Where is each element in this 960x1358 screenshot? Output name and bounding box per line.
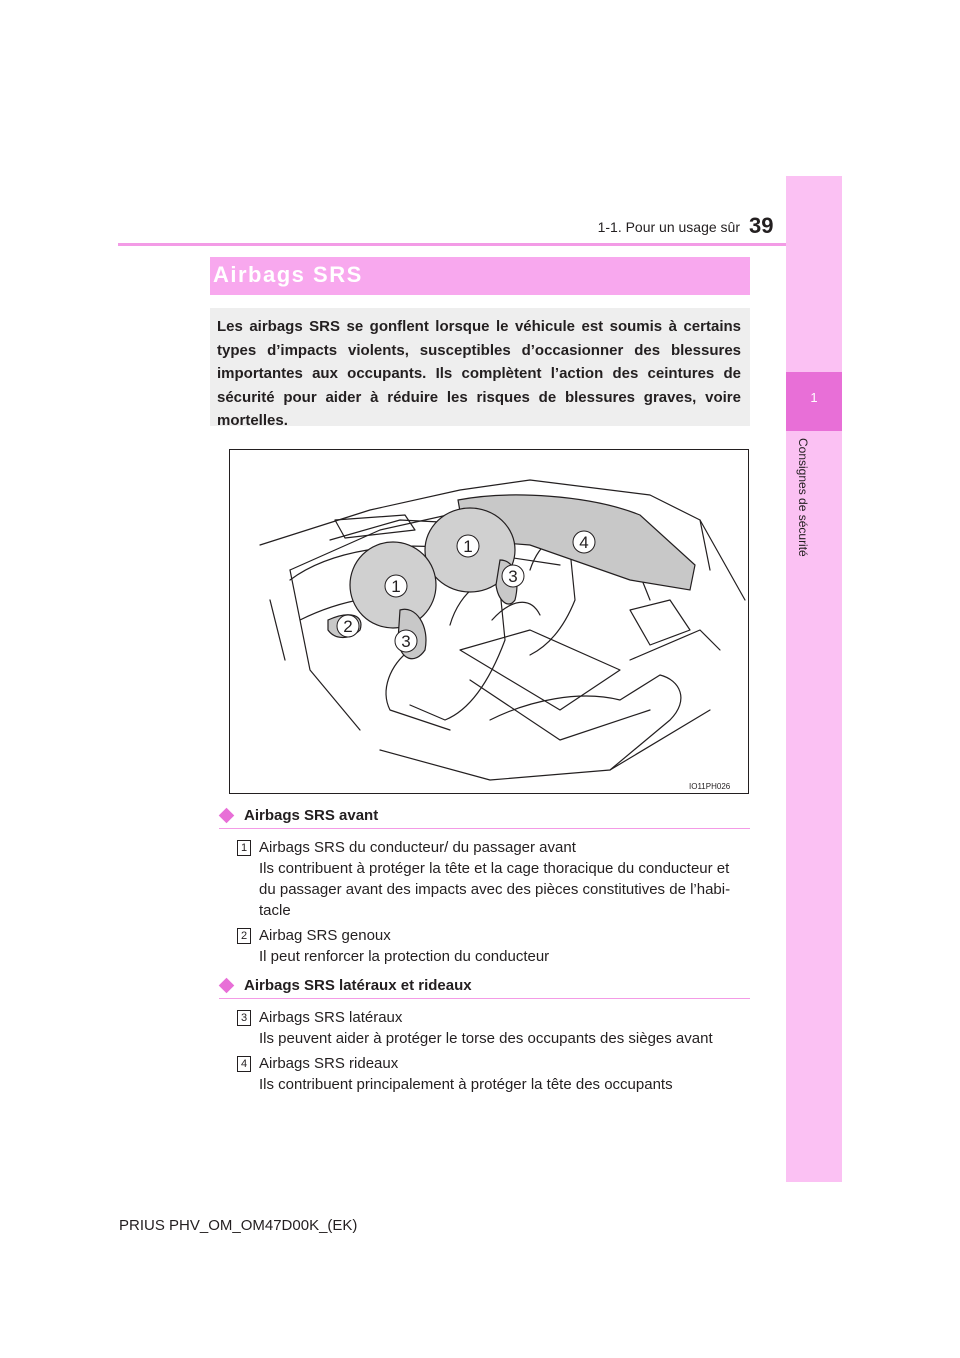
- section-heading-front: [219, 807, 378, 824]
- item-number-badge: 2: [237, 928, 251, 944]
- chapter-label: Consignes de sécurité: [796, 438, 810, 557]
- item-line: Ils contribuent à protéger la tête et la cage thoracique du conducteur et: [259, 860, 730, 877]
- item-number-badge: 1: [237, 840, 251, 856]
- callout-label: 1: [391, 577, 401, 596]
- section-reference: 1-1. Pour un usage sûr: [597, 219, 740, 235]
- page-number: 39: [749, 213, 774, 238]
- item-line: Ils contribuent principalement à protéger la tête des occupants: [259, 1076, 673, 1093]
- item-line: Airbags SRS rideaux: [259, 1055, 399, 1072]
- item-number-badge: 3: [237, 1010, 251, 1026]
- intro-text: Les airbags SRS se gonflent lorsque le véhicule est soumis à certains types d’impacts violents, susceptibles d’occasionner des blessures importantes aux occupants. Ils complètent l’action des ceintures de sécurité pour aider à réduire les risques de blessures graves, voire mortelles.: [217, 318, 741, 429]
- section-heading-side: [219, 977, 472, 994]
- item-line: tacle: [259, 902, 291, 919]
- callout-label: 3: [508, 567, 518, 586]
- page-title: Airbags SRS: [213, 262, 363, 287]
- section-rule: [219, 828, 750, 829]
- callout-label: 2: [343, 617, 353, 636]
- diamond-bullet-icon: [219, 978, 235, 994]
- item-line: Airbags SRS latéraux: [259, 1009, 403, 1026]
- chapter-side-tab: [786, 176, 842, 1182]
- section-heading-text: Airbags SRS latéraux et rideaux: [244, 977, 472, 994]
- diamond-bullet-icon: [219, 808, 235, 824]
- item-text-3: [259, 1007, 747, 1049]
- chapter-number: 1: [810, 390, 818, 405]
- callout-label: 1: [463, 537, 473, 556]
- section-rule: [219, 998, 750, 999]
- callout-label: 4: [579, 533, 589, 552]
- document-footer: PRIUS PHV_OM_OM47D00K_(EK): [119, 1217, 358, 1234]
- car-interior-drawing: [230, 450, 750, 795]
- item-line: du passager avant des impacts avec des pièces constitutives de l’habi-: [259, 881, 731, 898]
- item-line: Il peut renforcer la protection du conducteur: [259, 948, 550, 965]
- item-line: Airbag SRS genoux: [259, 927, 391, 944]
- airbag-illustration: [229, 449, 749, 794]
- callout-label: 3: [401, 632, 411, 651]
- item-text-1: [259, 837, 747, 921]
- item-text-4: [259, 1053, 747, 1095]
- header-rule: [118, 243, 786, 246]
- item-line: Ils peuvent aider à protéger le torse des occupants des sièges avant: [259, 1030, 713, 1047]
- figure-code: IO11PH026: [689, 782, 731, 791]
- item-number-badge: 4: [237, 1056, 251, 1072]
- item-line: Airbags SRS du conducteur/ du passager avant: [259, 839, 576, 856]
- item-text-2: [259, 925, 747, 967]
- section-heading-text: Airbags SRS avant: [244, 807, 379, 824]
